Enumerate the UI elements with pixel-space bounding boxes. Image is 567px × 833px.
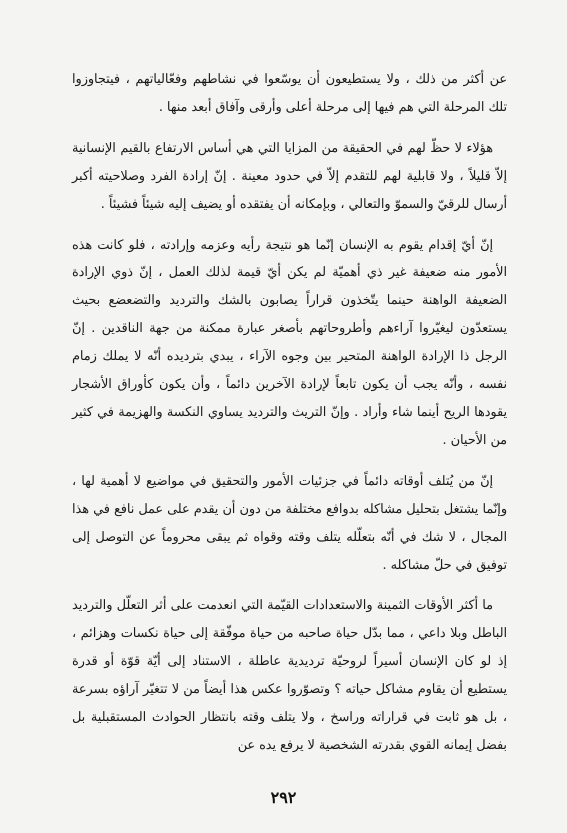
page-number: ٢٩٢: [270, 788, 297, 807]
paragraph-1: عن أكثر من ذلك ، ولا يستطيعون أن يوسّعوا في نشاطهم وفعّالياتهم ، فيتجاوزوا تلك المرحلة التي هم فيها إلى مرحلة أعلى وأرقى وآفاق أبعد منها .: [72, 72, 507, 115]
paragraph-3: إنّ أيّ إقدام يقوم به الإنسان إنّما هو نتيجة رأيه وعزمه وإرادته ، فلو كانت هذه الأمور منه ضعيفة غير ذي أهميّة لم يكن أيّ قيمة لذلك العمل ، إنّ ذوي الإرادة الضعيفة الواهنة حينما يتّخذون قراراً يصابون بالشك والترديد والتضعضع بحيث يستعدّون ليغيّروا آراءهم وأطروحاتهم بأصغر عبارة ممكنة من جهة الناقدين . إنّ الرجل ذا الإرادة الواهنة المتحير بين وجوه الآراء ، يبدي بترديده أنّه لا يملك زمام نفسه ، وأنّه يجب أن يكون تابعاً لإرادة الآخرين دائماً ، وأن يكون كأوراق الأشجار يقودها الريح أينما شاء وأراد . وإنّ التريث والترديد يساوي النكسة والهزيمة في كثير من الأحيان .: [72, 237, 507, 448]
paragraph-5: ما أكثر الأوقات الثمينة والاستعدادات القيّمة التي انعدمت على أثر التعلّل والترديد الباطل وبلا داعي ، مما بدّل حياة صاحبه من حياة موفّقة إلى حياة نكسات وهزائم ، إذ لو كان الإنسان أسيراً لروحيّة ترديدية عاطلة ، الاستناد إلى أيّة قوّة أو قدرة يستطيع أن يقاوم مشاكل حياته ؟ وتصوّروا عكس هذا أيضاً من لا تتغيّر آراؤه بسرعة ، بل هو ثابت في قراراته وراسخ ، ولا يتلف وقته بانتظار الحوادث المستقبلية بل بفضل إيمانه القوي بقدرته الشخصية لا يرفع يده عن: [72, 598, 507, 753]
text-column: [72, 66, 507, 760]
paragraph-2: هؤلاء لا حظّ لهم في الحقيقة من المزايا التي هي أساس الارتفاع بالقيم الإنسانية إلاّ قليلاً ، ولا قابلية لهم للتقدم إلاّ في حدود معينة . إنّ إرادة الفرد وصلاحيته أكبر أرسال للرقيّ والسموّ والتعالي ، وبإمكانه أن يفتقده أو يضيف إليه شيئاً فشيئاً .: [72, 140, 507, 212]
paragraph-4: إنّ من يُتلف أوقاته دائماً في جزئيات الأمور والتحقيق في مواضيع لا أهمية لها ، وإنّما يشتغل بتحليل مشاكله بدوافع مختلفة من دون أن يقدم على عمل نافع في هذا المجال ، لا شك في أنّه بتعلّله يتلف وقته وقواه ثم يبقى محروماً عن التوصل إلى توفيق في حلّ مشاكله .: [72, 473, 507, 573]
